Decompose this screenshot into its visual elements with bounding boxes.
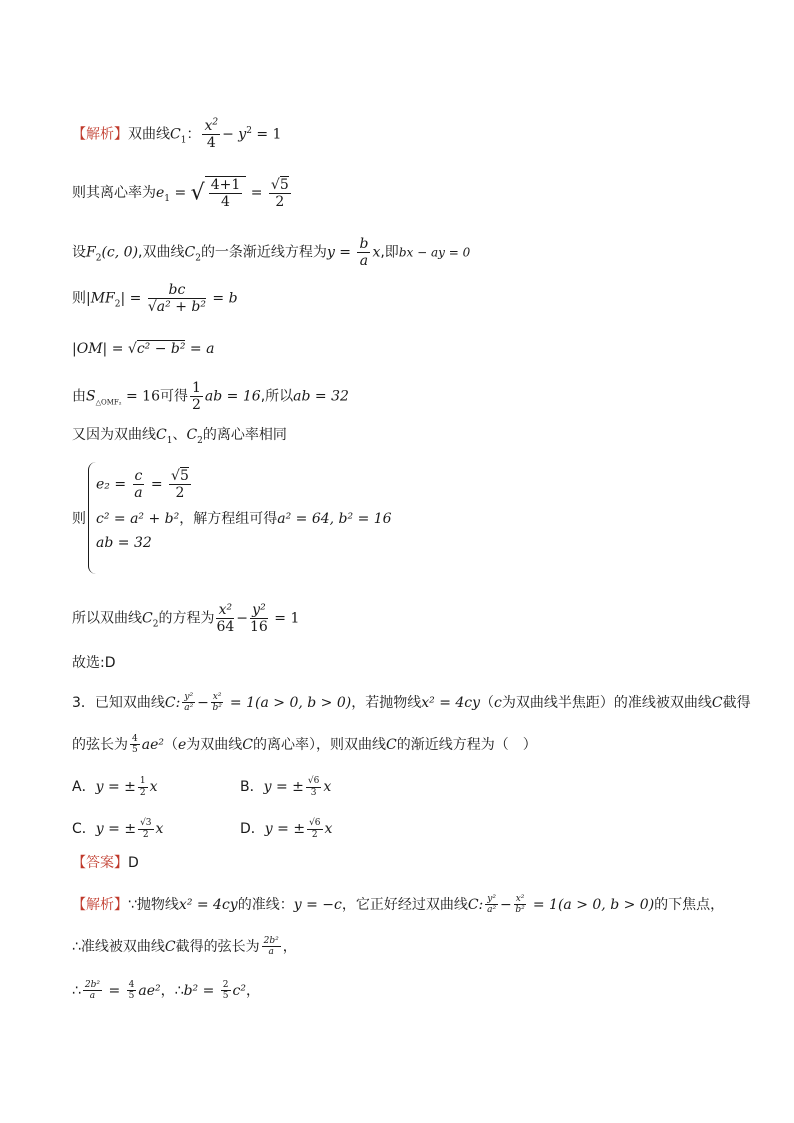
math: = 1(a > 0, b > 0) bbox=[528, 896, 655, 913]
math: 3 bbox=[310, 787, 317, 798]
choice-d[interactable] bbox=[240, 818, 332, 840]
math: ae² bbox=[138, 982, 161, 999]
math: 2b² bbox=[84, 980, 101, 990]
math: b² bbox=[212, 703, 222, 714]
math: − bbox=[197, 694, 209, 711]
math: − bbox=[236, 610, 249, 627]
fraction bbox=[357, 236, 370, 269]
math: b² = bbox=[183, 982, 219, 999]
math: y² bbox=[487, 894, 496, 904]
text: ，它正好经过双曲线 bbox=[341, 896, 468, 913]
analysis-line-4 bbox=[72, 282, 238, 315]
fraction bbox=[211, 692, 224, 714]
text: ,双曲线 bbox=[138, 244, 185, 261]
math: ae² bbox=[141, 736, 164, 753]
text: 可得 bbox=[160, 388, 188, 405]
answer-value: D bbox=[128, 855, 139, 871]
math: = bbox=[246, 185, 267, 202]
math: − bbox=[499, 896, 512, 913]
text: ∵抛物线 bbox=[128, 896, 179, 913]
fraction bbox=[83, 980, 102, 1002]
system-row-3 bbox=[96, 536, 152, 550]
analysis-line-7 bbox=[72, 427, 287, 446]
solution-line-1 bbox=[72, 894, 724, 916]
text: 则 bbox=[72, 290, 86, 307]
math: a bbox=[134, 485, 143, 502]
math: 1 bbox=[180, 135, 187, 146]
fraction bbox=[130, 734, 140, 756]
math: = 16 bbox=[121, 388, 160, 405]
q3-line-1 bbox=[72, 692, 751, 714]
math: 4 bbox=[206, 135, 216, 152]
math: 2 bbox=[175, 485, 185, 502]
text: ,所以 bbox=[260, 388, 294, 405]
q3-line-2 bbox=[72, 734, 537, 756]
math: C bbox=[164, 938, 176, 955]
math: (c, 0) bbox=[101, 244, 139, 261]
text: 的离心率相同 bbox=[202, 427, 287, 443]
text: ∴准线被双曲线 bbox=[72, 938, 165, 955]
math: 4 bbox=[221, 194, 230, 211]
math: y = ± bbox=[263, 779, 304, 795]
choice-label: B． bbox=[240, 779, 264, 795]
math: ab = 32 bbox=[96, 535, 152, 551]
text: ： bbox=[186, 126, 201, 143]
math: 2 bbox=[139, 787, 146, 798]
math: 2 bbox=[114, 299, 121, 310]
math: C bbox=[170, 126, 181, 143]
math: c bbox=[134, 468, 143, 484]
text: 的弦长为 bbox=[72, 736, 128, 753]
system-row-1 bbox=[96, 468, 193, 501]
math: bc bbox=[148, 282, 206, 299]
math: 2 bbox=[195, 253, 201, 264]
text: ∴ bbox=[72, 982, 81, 999]
math: C bbox=[711, 694, 723, 711]
math: √6 bbox=[307, 776, 320, 787]
math: e bbox=[177, 736, 187, 753]
text: 则 bbox=[72, 511, 86, 527]
math: y = ± bbox=[95, 779, 136, 795]
fraction bbox=[307, 818, 322, 840]
fraction bbox=[221, 980, 231, 1002]
text: 的准线： bbox=[237, 896, 294, 913]
analysis-label: 【解析】 bbox=[72, 126, 128, 143]
solution-label: 【解析】 bbox=[72, 896, 128, 913]
math: 2 bbox=[142, 829, 149, 840]
choice-b[interactable] bbox=[240, 776, 331, 798]
math: √6 bbox=[309, 818, 321, 829]
answer-d bbox=[72, 656, 116, 670]
math: 2 bbox=[95, 253, 102, 264]
math: c bbox=[494, 694, 502, 711]
math: a² = 64, b² = 16 bbox=[277, 511, 392, 527]
math: 2 bbox=[222, 980, 229, 990]
math: | bbox=[120, 290, 126, 307]
text: 的渐近线方程为（ ） bbox=[396, 736, 537, 753]
text: 设 bbox=[72, 244, 86, 261]
math: C bbox=[186, 427, 198, 443]
math: x² bbox=[216, 602, 234, 619]
text: 的一条渐近线方程为 bbox=[200, 244, 327, 261]
math: − y bbox=[222, 126, 247, 143]
math: 5 bbox=[279, 176, 289, 193]
fraction: $\frac{bc}{\text{√a² + b²}}$ bbox=[147, 282, 206, 316]
math: 2 bbox=[275, 193, 285, 210]
math: x bbox=[204, 118, 213, 134]
text: 的方程为 bbox=[158, 610, 215, 627]
analysis-line-2: 则其离心率为$e_1$ = √ $\frac{4+1}{4}$ = $\frac{√5}{2}$ bbox=[72, 176, 289, 211]
math: e₂ = bbox=[96, 476, 131, 493]
math: y = ± bbox=[95, 821, 137, 837]
solution-line-2 bbox=[72, 936, 297, 958]
math: = b bbox=[207, 290, 238, 307]
fraction bbox=[216, 602, 234, 635]
fraction bbox=[485, 894, 498, 916]
choice-c[interactable] bbox=[72, 818, 163, 840]
text: 的下焦点， bbox=[654, 896, 725, 913]
math: x² = 4cy bbox=[178, 896, 238, 913]
math: y = ± bbox=[264, 821, 306, 837]
text: ， bbox=[245, 982, 260, 999]
text: 由 bbox=[72, 388, 86, 405]
math: 1 bbox=[166, 435, 173, 446]
analysis-line-5: |OM| = √c² − b² = a bbox=[72, 341, 215, 357]
math: x² = 4cy bbox=[421, 694, 481, 711]
text: ，解方程组可得 bbox=[179, 511, 278, 527]
math: C bbox=[142, 610, 153, 627]
math: C bbox=[156, 427, 167, 443]
choice-a[interactable] bbox=[72, 776, 158, 798]
math: |OM| = bbox=[72, 341, 128, 357]
math: 2 bbox=[197, 435, 203, 446]
fraction bbox=[209, 177, 243, 210]
text: 3．已知双曲线 bbox=[72, 694, 165, 711]
math: 1 bbox=[192, 380, 201, 396]
text: 又因为双曲线 bbox=[72, 427, 156, 443]
math: x² bbox=[515, 894, 525, 904]
text: 所以双曲线 bbox=[72, 610, 142, 627]
fraction bbox=[138, 776, 148, 798]
math: ab = 16 bbox=[204, 388, 261, 405]
math: 16 bbox=[250, 619, 268, 636]
text: 则其离心率为 bbox=[72, 185, 156, 202]
fraction bbox=[262, 936, 281, 958]
math: 2 bbox=[311, 829, 318, 840]
math: c² = a² + b² bbox=[96, 511, 180, 527]
math: y² bbox=[250, 602, 268, 619]
answer-line bbox=[72, 856, 139, 870]
math: bx − ay = 0 bbox=[398, 245, 471, 260]
text: ,即 bbox=[380, 244, 399, 261]
math: 4 bbox=[128, 980, 135, 990]
text: （ bbox=[163, 736, 178, 753]
fraction bbox=[250, 602, 268, 635]
choice-label: D． bbox=[240, 821, 265, 837]
analysis-line-3 bbox=[72, 236, 470, 269]
math: c² − b² bbox=[136, 341, 186, 357]
math: 2 bbox=[152, 619, 159, 630]
fraction bbox=[190, 380, 203, 413]
text: 、 bbox=[172, 427, 187, 443]
text: ，∴ bbox=[160, 982, 184, 999]
math: 1 bbox=[139, 776, 146, 787]
math: x bbox=[323, 779, 332, 795]
math: = a bbox=[185, 341, 215, 357]
math: y = −c bbox=[293, 896, 342, 913]
math: a² bbox=[487, 905, 497, 916]
math: b bbox=[359, 236, 369, 252]
math: a bbox=[268, 947, 274, 958]
fraction: $\frac{√5}{2}$ bbox=[171, 468, 189, 502]
math: = bbox=[104, 982, 125, 999]
text: 为双曲线半焦距）的准线被双曲线 bbox=[501, 694, 712, 711]
math: √3 bbox=[140, 818, 152, 829]
text: ， bbox=[282, 938, 297, 955]
math: x bbox=[149, 779, 158, 795]
math: = bbox=[146, 476, 168, 493]
math: 5 bbox=[128, 991, 135, 1002]
math: C: bbox=[467, 896, 484, 913]
math: 2b² bbox=[263, 936, 279, 946]
math: e bbox=[156, 185, 165, 202]
math: a² bbox=[184, 703, 194, 714]
text: 故选:D bbox=[72, 655, 116, 671]
math: y² bbox=[184, 692, 194, 702]
analysis-line-6 bbox=[72, 380, 349, 413]
text: 截得的弦长为 bbox=[175, 938, 260, 955]
math: 1 bbox=[164, 193, 171, 204]
math: C bbox=[242, 736, 253, 753]
answer-label: 【答案】 bbox=[72, 855, 128, 871]
fraction bbox=[138, 818, 153, 840]
system-prefix bbox=[72, 512, 86, 526]
math: 4 bbox=[132, 734, 138, 744]
text: （ bbox=[480, 694, 495, 711]
math: 2 bbox=[192, 397, 201, 414]
fraction bbox=[306, 776, 321, 798]
math: C: bbox=[164, 694, 181, 711]
math: c² bbox=[232, 982, 246, 999]
fraction: $\frac{√5}{2}$ bbox=[270, 176, 289, 210]
math: = 1 bbox=[251, 126, 282, 143]
math: 5 bbox=[222, 991, 229, 1002]
choice-label: A． bbox=[72, 779, 96, 795]
math: = 1 bbox=[269, 610, 300, 627]
math: a bbox=[89, 991, 96, 1002]
fraction bbox=[127, 980, 137, 1002]
text: 的离心率），则双曲线 bbox=[253, 736, 386, 753]
choice-label: C． bbox=[72, 821, 96, 837]
text: 为双曲线 bbox=[186, 736, 243, 753]
text: 双曲线 bbox=[128, 126, 170, 143]
sqrt: √ $\frac{4+1}{4}$ bbox=[191, 176, 247, 210]
fraction bbox=[133, 468, 145, 501]
math: 64 bbox=[216, 619, 235, 636]
math: x bbox=[155, 821, 164, 837]
math: = 1(a > 0, b > 0) bbox=[225, 694, 352, 711]
math: C bbox=[184, 244, 196, 261]
math: a bbox=[359, 253, 369, 270]
math: 5 bbox=[132, 745, 138, 756]
math: S bbox=[86, 388, 96, 405]
math: |MF bbox=[86, 290, 115, 307]
math: ab = 32 bbox=[293, 388, 349, 405]
system-row-2 bbox=[96, 512, 392, 526]
math: x bbox=[324, 821, 333, 837]
solution-line-3 bbox=[72, 980, 260, 1002]
math: x bbox=[372, 244, 381, 261]
math: △OMF₂ bbox=[95, 398, 122, 407]
math: C bbox=[386, 736, 397, 753]
math: x² bbox=[212, 692, 222, 702]
math: 4+1 bbox=[210, 177, 241, 193]
analysis-line-1: 【解析】双曲线$C_1$： $\frac{x^2}{4}$ − $y^2 = 1$ bbox=[72, 117, 282, 152]
text: ，若抛物线 bbox=[351, 694, 422, 711]
math: b² bbox=[515, 905, 525, 916]
fraction bbox=[514, 894, 527, 916]
analysis-line-8 bbox=[72, 602, 299, 635]
fraction bbox=[182, 692, 195, 714]
math: a² + b² bbox=[156, 299, 206, 316]
fraction: $\frac{x^2}{4}$ bbox=[204, 117, 219, 152]
math: F bbox=[86, 244, 96, 261]
math: 5 bbox=[179, 468, 189, 484]
text: 截得 bbox=[722, 694, 751, 711]
math: y = bbox=[326, 244, 356, 261]
math: = bbox=[125, 290, 146, 307]
